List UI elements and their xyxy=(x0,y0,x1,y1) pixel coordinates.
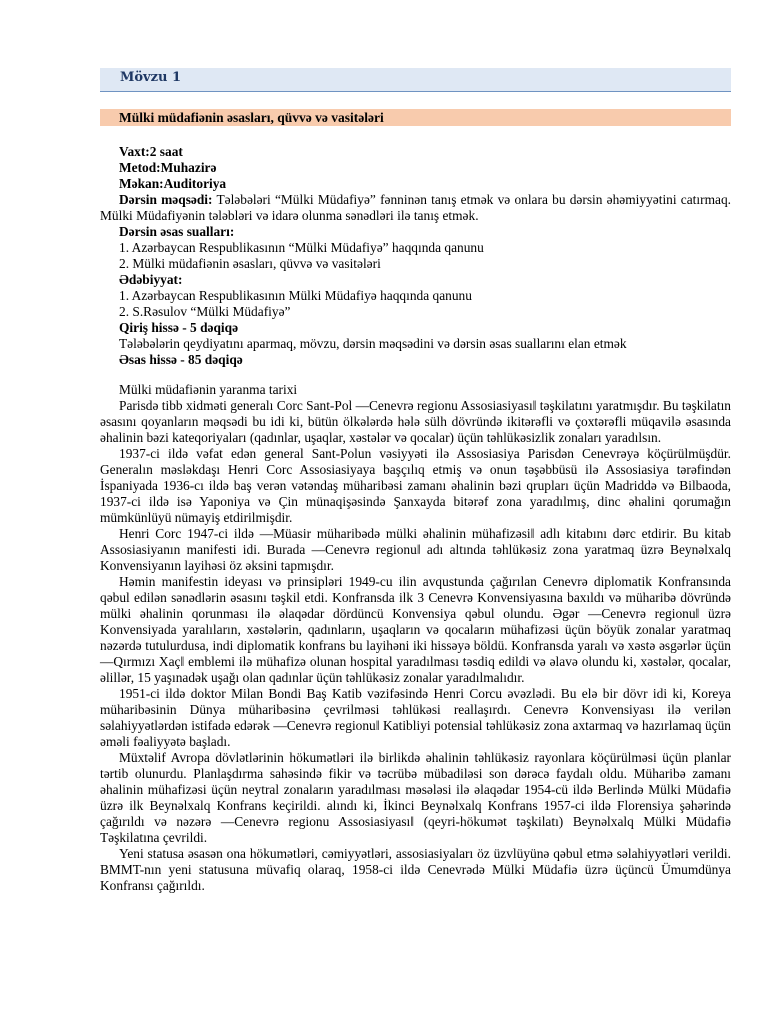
lesson-place: Məkan:Auditoriya xyxy=(119,176,227,191)
lesson-method: Metod:Muhazirə xyxy=(119,160,217,175)
subject-header-bar xyxy=(100,109,731,126)
history-paragraph: Müxtəlif Avropa dövlətlərinin hökumətləri ilə birlikdə əhalinin təhlükəsiz rayonlara köçürülməsi üçün planlar tərtib olunurdu. Planlaşdırma sahəsində fikir və təcrübə mübadiləsi son dərəcə faydalı oldu. Müharibə zamanı əhalinin mühafizəsi üçün neytral zonaların yaradılması məsələsi ilə əlaqədar 1954-cü ildə Berlində Mülki Müdafiə üzrə ilk Beynəlxalq Konfrans keçirildi. alındı ki, İkinci Beynəlxalq Konfrans 1957-ci ildə Florensiya şəhərində çağırıldı və nəzərə ―Cenevrə regionu Assosiasiyası‖ (qeyri-hökumət təşkilatı) Beynəlxalq Mülki Müdafiə Təşkilatına çevrildi. xyxy=(100,750,731,845)
history-paragraph: 1951-ci ildə doktor Milan Bondi Baş Katib vəzifəsində Henri Corcu əvəzlədi. Bu elə bir dövr idi ki, Koreya müharibəsinin Dünya müharibəsinə çevrilməsi təhlükəsi reallaşırdı. Cenevrə Konvensiyası ilə verilən səlahiyyətlərdən istifadə edərək ―Cenevrə regionu‖ Katibliyi potensial təhlükəsiz zona axtarmaq və hazırlamaq üçün əməli fəaliyyətə başladı. xyxy=(100,686,731,749)
document-body xyxy=(100,144,731,894)
literature-item: 2. S.Rəsulov “Mülki Müdafiyə” xyxy=(119,304,291,319)
topic-title: Mövzu 1 xyxy=(120,70,182,85)
subject-title: Mülki müdafiənin əsasları, qüvvə və vasitələri xyxy=(119,110,384,125)
main-part-heading: Əsas hissə - 85 dəqiqə xyxy=(119,352,243,367)
history-paragraph: Henri Corc 1947-ci ildə ―Müasir müharibədə mülki əhalinin mühafizəsi‖ adlı kitabını dərc etdirir. Bu kitab Assosiasiyanın manifesti idi. Burada ―Cenevrə regionu‖ adı altında təhlükəsiz zona yaratmaq üzrə Beynəlxalq Konvensiyanın layihəsi öz əksini tapmışdır. xyxy=(100,526,731,573)
question-item: 1. Azərbaycan Respublikasının “Mülki Müdafiyə” haqqında qanunu xyxy=(119,240,484,255)
question-item: 2. Mülki müdafiənin əsasları, qüvvə və vasitələri xyxy=(119,256,381,271)
history-paragraph: 1937-ci ildə vəfat edən general Sant-Polun vəsiyyəti ilə Assosiasiya Parisdən Cenevrəyə köçürülmüşdür. Generalın məsləkdaşı Henri Corc Assosiasiyaya başçılıq etmiş və onun təşəbbüsü ilə Assosiasiya tərəfindən İspaniyada 1936-cı ildə baş verən vətəndaş müharibəsi zamanı əhalinin bəzi qrupları üçün Madriddə və Bilbaoda, 1937-ci ildə isə Yaponiya və Çin münaqişəsində Şanxayda bitərəf zona yaradılmış, dinc əhalini qorumağın mümkünlüyü nümayiş etdirilmişdir. xyxy=(100,446,731,525)
literature-heading: Ədəbiyyat: xyxy=(119,272,183,287)
history-paragraph: Yeni statusa əsasən ona hökumətləri, cəmiyyətləri, assosiasiyaları öz üzvlüyünə qəbul etmə səlahiyyətləri verildi. BMMT-nın yeni statusuna müvafiq olaraq, 1958-ci ildə Cenevrədə Mülki Müdafiə üzrə üçüncü Ümumdünya Konfransı çağırıldı. xyxy=(100,846,731,893)
history-paragraph: Həmin manifestin ideyası və prinsipləri 1949-cu ilin avqustunda çağırılan Cenevrə diplomatik Konfransında qəbul edilən sənədlərin əsasını təşkil etdi. Konfransda ilk 3 Cenevrə Konvensiyasına baxıldı və müharibə dövründə mülki əhalinin qorunması ilə əlaqədar dördüncü Konvensiya qəbul olundu. Əgər ―Cenevrə regionu‖ üzrə Konvensiyada yaralıların, xəstələrin, qadınların, uşaqların və qocaların mühafizəsi üçün böyük zonalar yaratmaq nəzərdə tutulurdusa, indi diplomatik konfrans bu layihəni iki hissəyə böldü. Konfransda yaralı və xəstə əsgərlər üçün ―Qırmızı Xaç‖ emblemi ilə mühafizə olunan hospital yaradılması təsdiq edildi və əlavə olundu ki, xəstələr, qocalar, əlillər, 15 yaşınadək uşağı olan qadınlar üçün təhlükəsiz zonalar yaradılmalıdır. xyxy=(100,574,731,685)
intro-heading: Qiriş hissə - 5 dəqiqə xyxy=(119,320,239,335)
lesson-goal-label: Dərsin məqsədi: xyxy=(119,192,213,207)
literature-item: 1. Azərbaycan Respublikasının Mülki Müdafiyə haqqında qanunu xyxy=(119,288,472,303)
lesson-goal-text: Tələbələri “Mülki Müdafiyə” fənninən tanış etmək və onlara bu dərsin əhəmiyyətini catırmaq. Mülki Müdafiyənin tələbləri və idarə olunma sənədləri ilə tanış etmək. xyxy=(100,192,731,223)
history-heading: Mülki müdafiənin yaranma tarixi xyxy=(119,382,298,397)
questions-heading: Dərsin əsas sualları: xyxy=(119,224,235,239)
lesson-goal xyxy=(100,192,731,224)
topic-header-bar xyxy=(100,68,731,92)
history-paragraph: Parisdə tibb xidməti generalı Corc Sant-Pol ―Cenevrə regionu Assosiasiyası‖ təşkilatını yaratmışdır. Bu təşkilatın əsasını qoyanların məqsədi bu idi ki, bütün ölkələrdə hələ sülh dövründə ikitərəfli və çoxtərəfli müqavilə əsasında əhalinin bəzi kateqoriyaları (qadınlar, uşaqlar, xəstələr və qocalar) üçün təhlükəsizlik zonaları yaradılsın. xyxy=(100,398,731,445)
lesson-time: Vaxt:2 saat xyxy=(119,144,183,159)
intro-text: Tələbələrin qeydiyatını aparmaq, mövzu, dərsin məqsədini və dərsin əsas suallarını elan etmək xyxy=(119,336,627,351)
